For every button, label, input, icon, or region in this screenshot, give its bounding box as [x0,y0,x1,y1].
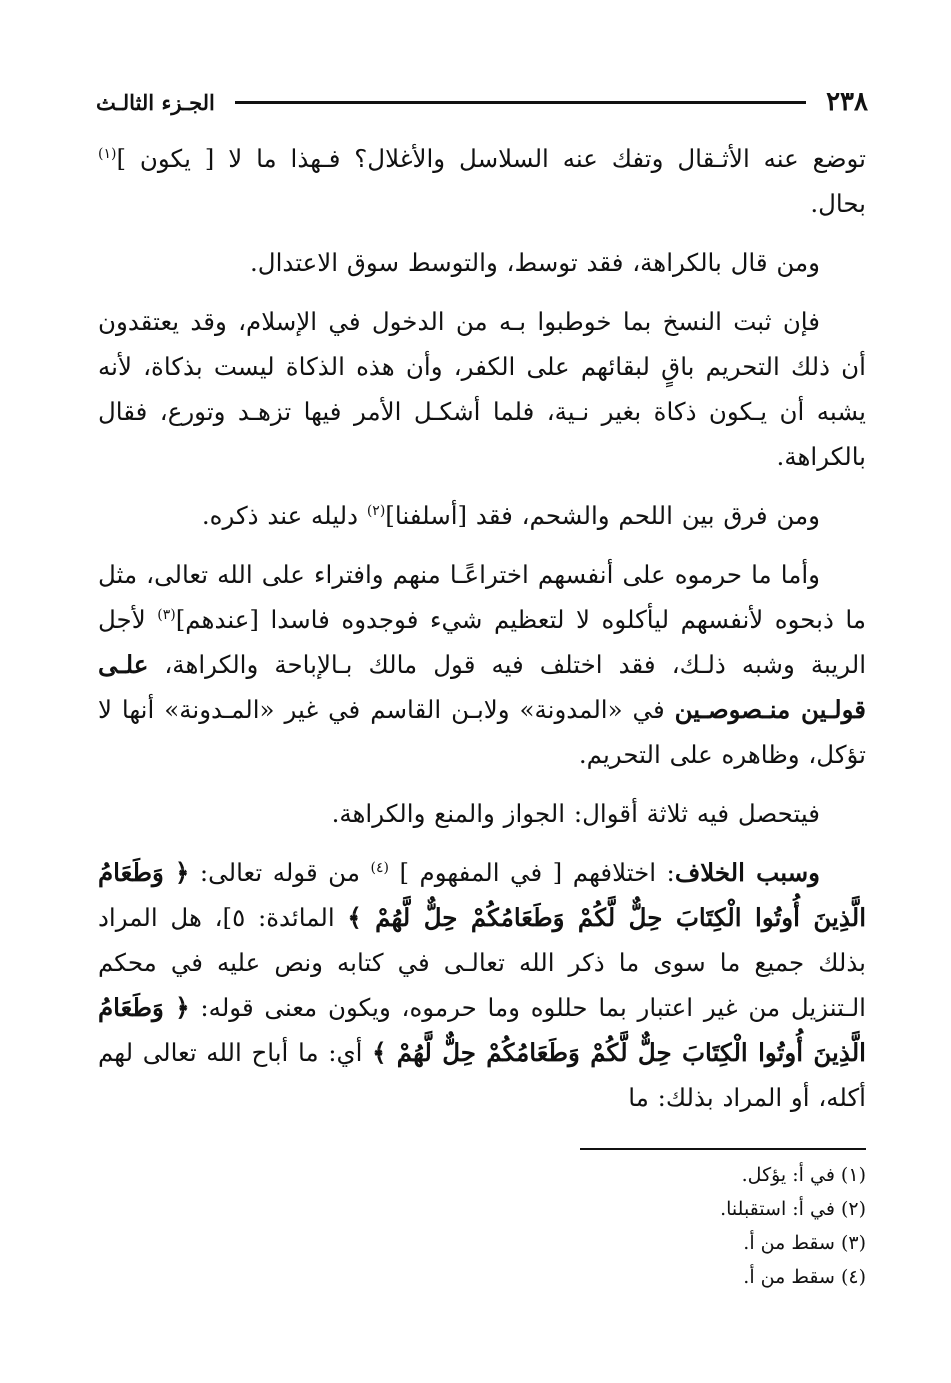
footnote-separator [580,1148,866,1150]
paragraph-5 [98,552,866,777]
paragraph-5-text-a: وأما ما حرموه على أنفسهم اختراعًـا منهم وافتراء على الله تعالى، مثل ما ذبحوه لأنفسهم ليأكلوه لا لتعظيم شيء فوجدوه فاسدا [عندهم] [98,560,866,634]
paragraph-5-text-c: في «المدونة» ولابـن القاسم في غير «المـدونة» أنها لا تؤكل، وظاهره على التحريم. [98,695,866,769]
paragraph-1-text-b: بحال. [810,189,866,218]
header-rule [235,101,806,104]
paragraph-4-text-a: ومن فرق بين اللحم والشحم، فقد [أسلفنا] [385,501,820,530]
paragraph-7-text-c: المائدة: ٥]، هل المراد بذلك جميع ما سوى ما ذكر الله تعالـى في كتابه ونص عليه في محكم الـتنزيل من غير اعتبار بما حللوه وما حرموه، ويكون معنى قوله: [98,903,866,1022]
footnotes [98,1158,866,1294]
paragraph-5-bold-phrase: علـى قولـين منـصوصـين [98,650,866,724]
paragraph-4 [98,493,866,538]
paragraph-3 [98,299,866,479]
paragraph-7-text-a: : اختلافهم [ في المفهوم ] [388,858,675,887]
footnote-ref-4: (٤) [370,859,389,876]
quran-verse-2: ﴿ وَطَعَامُ الَّذِينَ أُوتُوا الْكِتَابَ حِلٌّ لَّكُمْ وَطَعَامُكُمْ حِلٌّ لَّهُمْ ﴾ [98,993,866,1067]
footnote-ref-3: (٣) [157,606,176,623]
paragraph-4-text-b: دليله عند ذكره. [201,501,367,530]
footnote-4: (٤) سقط من أ. [743,1266,866,1288]
paragraph-3-text: فإن ثبت النسخ بما خوطبوا بـه من الدخول في الإسلام، وقد يعتقدون أن ذلك التحريم باقٍ لبقائهم على الكفر، وأن هذه الذكاة ليست بذكاة، لأنه يشبه أن يـكون ذكاة بغير نـية، فلما أشكـل الأمر فيها تزهـد وتورع، فقال بالكراهة. [98,307,866,471]
footnote-ref-1: (١) [98,145,117,162]
paragraph-7 [98,850,866,1120]
paragraph-6 [98,791,866,836]
paragraph-2-text: ومن قال بالكراهة، فقد توسط، والتوسط سوق الاعتدال. [250,248,820,277]
paragraph-7-text-b: من قوله تعالى: [189,858,371,887]
footnote-3: (٣) سقط من أ. [743,1232,866,1254]
quran-verse-1: ﴿ وَطَعَامُ الَّذِينَ أُوتُوا الْكِتَابَ حِلٌّ لَّكُمْ وَطَعَامُكُمْ حِلٌّ لَّهُمْ ﴾ [98,858,867,932]
part-title: الجـزء الثالـث [96,89,215,115]
paragraph-5-text-b: لأجل الريبة وشبه ذلـك، فقد اختلف فيه قول مالك بـالإباحة والكراهة، [98,605,866,679]
footnote-2: (٢) في أ: استقبلنا. [720,1198,866,1220]
running-header [96,82,868,122]
paragraph-1-text-a: توضع عنه الأثـقال وتفك عنه السلاسل والأغلال؟ فـهذا ما لا [ يكون ] [116,144,866,173]
paragraph-7-bold-lead: وسبب الخلاف [674,858,820,887]
paragraph-7-text-d: أي: ما أباح الله تعالى لهم أكله، أو المراد بذلك: ما [98,1038,866,1112]
paragraph-2 [98,240,866,285]
footnote-1: (١) في أ: يؤكل. [741,1164,866,1186]
main-text [98,136,866,1134]
page-number: ٢٣٨ [826,87,868,117]
footnote-ref-2: (٢) [366,502,386,519]
paragraph-1 [98,136,866,226]
paragraph-6-text: فيتحصل فيه ثلاثة أقوال: الجواز والمنع والكراهة. [331,799,820,828]
